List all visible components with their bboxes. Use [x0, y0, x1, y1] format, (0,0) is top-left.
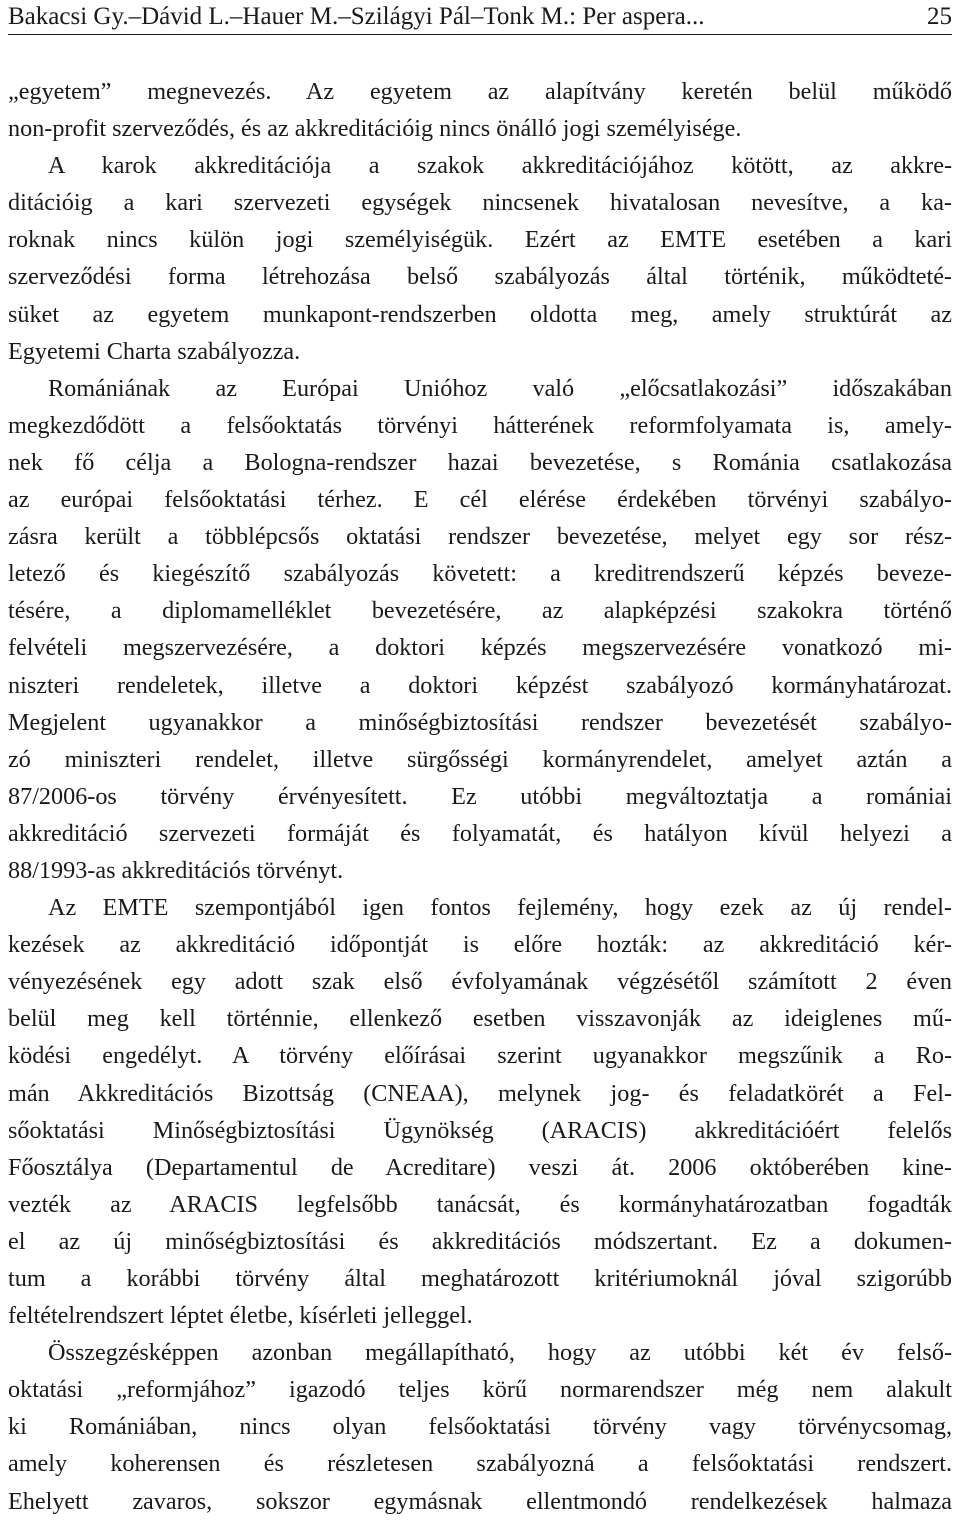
text-line: roknak nincs külön jogi személyiségük. Ezért az EMTE esetében a kari [8, 226, 952, 254]
text-line: Főosztálya (Departamentul de Acreditare) veszi át. 2006 októberében kine- [8, 1153, 952, 1181]
text-line: vezték az ARACIS legfelsőbb tanácsát, és kormányhatározatban fogadták [8, 1190, 952, 1218]
text-line: tésére, a diplomamelléklet bevezetésére, az alapképzési szakokra történő [8, 597, 952, 625]
text-line: szerveződési forma létrehozása belső szabályozás által történik, működteté- [8, 263, 952, 291]
running-header [8, 0, 952, 35]
text-line: letező és kiegészítő szabályozás követett: a kreditrendszerű képzés beveze- [8, 560, 952, 588]
text-line: niszteri rendeletek, illetve a doktori képzést szabályozó kormányhatározat. [8, 671, 952, 699]
text-line: Összegzésképpen azonban megállapítható, hogy az utóbbi két év felső- [48, 1339, 952, 1367]
text-line: ködési engedélyt. A törvény előírásai szerint ugyanakkor megszűnik a Ro- [8, 1042, 952, 1070]
text-line: felvételi megszervezésére, a doktori képzés megszervezésére vonatkozó mi- [8, 634, 952, 662]
body-text [8, 73, 952, 1520]
text-line: A karok akkreditációja a szakok akkreditációjához kötött, az akkre- [48, 152, 952, 180]
text-line: Romániának az Európai Unióhoz való „előcsatlakozási” időszakában [48, 374, 952, 402]
text-line: „egyetem” megnevezés. Az egyetem az alapítvány keretén belül működő [8, 78, 952, 105]
text-line: zó miniszteri rendelet, illetve sürgősségi kormányrendelet, amelyet aztán a [8, 745, 952, 773]
text-line: feltételrendszert léptet életbe, kísérleti jelleggel. [8, 1302, 473, 1330]
text-line: non-profit szerveződés, és az akkreditációig nincs önálló jogi személyisége. [8, 115, 742, 143]
text-line: oktatási „reformjához” igazodó teljes körű normarendszer még nem alakult [8, 1376, 952, 1404]
text-line: Egyetemi Charta szabályozza. [8, 337, 301, 365]
page-number: 25 [927, 3, 952, 30]
text-line: az európai felsőoktatási térhez. E cél elérése érdekében törvényi szabályo- [8, 486, 952, 514]
running-title: Bakacsi Gy.–Dávid L.–Hauer M.–Szilágyi Pál–Tonk M.: Per aspera... [8, 3, 705, 30]
text-line: kezések az akkreditáció időpontját is előre hozták: az akkreditáció kér- [8, 931, 952, 959]
text-line: ditációig a kari szervezeti egységek nincsenek hivatalosan nevesítve, a ka- [8, 189, 952, 217]
text-line: Az EMTE szempontjából igen fontos fejlemény, hogy ezek az új rendel- [48, 894, 952, 922]
paragraph [8, 147, 952, 370]
text-line: akkreditáció szervezeti formáját és folyamatát, és hatályon kívül helyezi a [8, 819, 952, 847]
text-line: 87/2006-os törvény érvényesített. Ez utóbbi megváltoztatja a romániai [8, 782, 952, 810]
paragraph [8, 889, 952, 1334]
text-line: zásra került a többlépcsős oktatási rendszer bevezetése, melyet egy sor rész- [8, 523, 952, 551]
text-line: ki Romániában, nincs olyan felsőoktatási törvény vagy törvénycsomag, [8, 1413, 952, 1441]
text-line: amely koherensen és részletesen szabályozná a felsőoktatási rendszert. [8, 1450, 952, 1478]
text-line: tum a korábbi törvény által meghatározott kritériumoknál jóval szigorúbb [8, 1265, 952, 1292]
text-line: sőoktatási Minőségbiztosítási Ügynökség (ARACIS) akkreditációért felelős [8, 1116, 952, 1144]
text-line: 88/1993-as akkreditációs törvényt. [8, 856, 344, 884]
text-line: süket az egyetem munkapont-rendszerben oldotta meg, amely struktúrát az [8, 300, 952, 328]
text-line: megkezdődött a felsőoktatás törvényi hátterének reformfolyamata is, amely- [8, 411, 952, 439]
text-line: Megjelent ugyanakkor a minőségbiztosítási rendszer bevezetését szabályo- [8, 708, 952, 736]
text-line: belül meg kell történnie, ellenkező esetben visszavonják az ideiglenes mű- [8, 1005, 952, 1033]
paragraph [8, 370, 952, 889]
paragraph [8, 1334, 952, 1519]
text-line: mán Akkreditációs Bizottság (CNEAA), melynek jog- és feladatkörét a Fel- [8, 1079, 952, 1107]
paragraph [8, 73, 952, 147]
text-line: nek fő célja a Bologna-rendszer hazai bevezetése, s Románia csatlakozása [8, 448, 952, 476]
document-page [8, 0, 952, 1520]
text-line: el az új minőségbiztosítási és akkreditációs módszertant. Ez a dokumen- [8, 1227, 952, 1255]
text-line: vényezésének egy adott szak első évfolyamának végzésétől számított 2 éven [8, 968, 952, 996]
text-line: Ehelyett zavaros, sokszor egymásnak ellentmondó rendelkezések halmaza [8, 1487, 952, 1515]
